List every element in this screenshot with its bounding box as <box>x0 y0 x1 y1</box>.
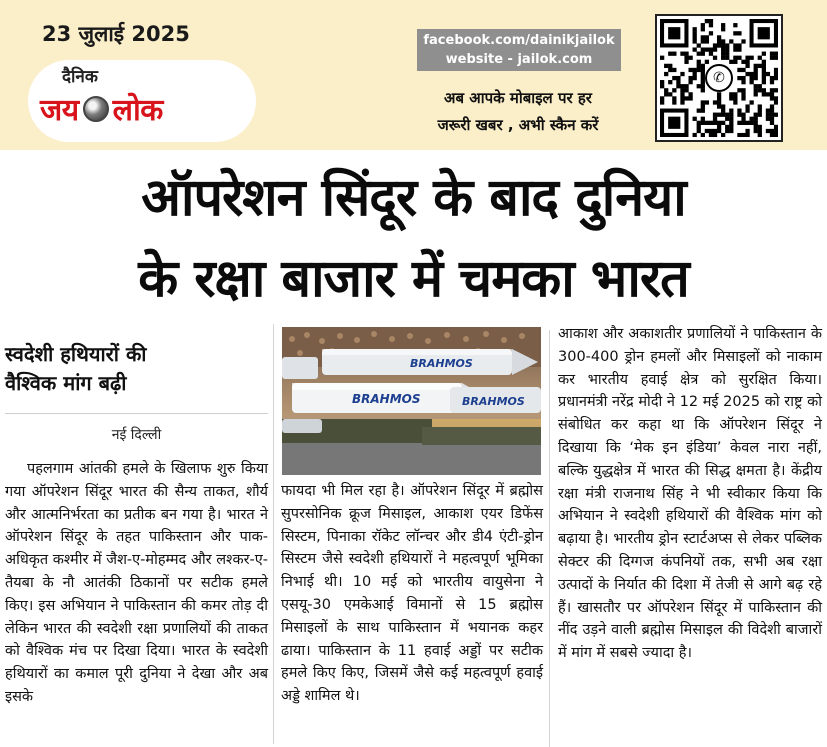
article-column-2 <box>281 480 543 708</box>
headline-line-2: के रक्षा बाजार में चमका भारत <box>138 249 689 309</box>
dateline: नई दिल्ली <box>111 427 162 443</box>
social-links-box <box>417 29 621 71</box>
column-3-text: आकाश और अकाशतीर प्रणालियों ने पाकिस्तान के 300-400 ड्रोन हमलों और मिसाइलों को नाकाम कर भारतीय हवाई क्षेत्र को सुरक्षित किया। प्रधानमंत्री नरेंद्र मोदी ने 12 मई 2025 को राष्ट्र को संबोधित कर कहा था कि ऑपरेशन सिंदूर ने दिखाया कि ‘मेक इन इंडिया’ केवल नारा नहीं, बल्कि युद्धक्षेत्र में भारत की सिद्ध क्षमता है। केंद्रीय रक्षा मंत्री राजनाथ सिंह ने भी स्वीकार किया कि अभियान ने स्वदेशी हथियारों की वैश्विक मांग को बढ़ाया है। भारतीय ड्रोन स्टार्टअप्स से लेकर पब्लिक सेक्टर की दिग्गज कंपनियों तक, सभी अब रक्षा उत्पादों के निर्यात की दिशा में तेजी से आगे बढ़ रहे हैं। खासतौर पर ऑपरेशन सिंदूर में पाकिस्तान की नींद उड़ने वाली ब्रह्मोस मिसाइल की विदेशी बाजारों में मांग में सबसे ज्यादा है। <box>558 326 822 662</box>
missile-illustration <box>282 327 541 475</box>
article-column-1 <box>5 458 268 709</box>
edition-date: 23 जुलाई 2025 <box>42 22 190 46</box>
facebook-link[interactable]: facebook.com/dainikjailok <box>423 33 615 48</box>
scan-prompt-line2: जरूरी खबर , अभी स्कैन करें <box>437 116 599 134</box>
globe-icon <box>83 96 109 122</box>
logo-word-jay: जय <box>40 93 79 128</box>
newspaper-logo[interactable] <box>40 88 163 129</box>
scan-prompt-line1: अब आपके मोबाइल पर हर <box>444 89 592 107</box>
divider <box>5 413 268 414</box>
headline-line-1: ऑपरेशन सिंदूर के बाद दुनिया <box>141 168 686 228</box>
column-1-text: पहलगाम आंतकी हमले के खिलाफ शुरु किया गया ऑपरेशन सिंदूर भारत की सैन्य ताकत, शौर्य और आत्मनिर्भरता का प्रतीक बन गया है। भारत ने ऑपरेशन सिंदूर के तहत पाकिस्तान और पाक-अधिकृत कश्मीर में जैश-ए-मोहम्मद और लश्कर-ए-तैयबा के नौ आतंकी ठिकानों पर सटीक हमले किए। इस अभियान ने पाकिस्तान की कमर तोड़ दी लेकिन भारत की स्वदेशी रक्षा प्रणालियों की ताकत को वैश्विक मंच पर दिखा दिया। भारत के स्वदेशी हथियारों का कमाल पूरी दुनिया ने देखा और अब इसके <box>5 461 268 705</box>
main-headline <box>0 158 827 320</box>
article-column-3 <box>558 323 822 665</box>
masthead <box>0 0 827 150</box>
missile-label-1: BRAHMOS <box>410 357 473 370</box>
subheadline-line-2: वैश्विक मांग बढ़ी <box>5 371 127 395</box>
column-2-text: फायदा भी मिल रहा है। ऑपरेशन सिंदूर में ब्रह्मोस सुपरसोनिक क्रूज मिसाइल, आकाश एयर डिफेंस सिस्टम, पिनाका रॉकेट लॉन्चर और डी4 एंटी-ड्रोन सिस्टम जैसे स्वदेशी हथियारों ने महत्वपूर्ण भूमिका निभाई थी। 10 मई को भारतीय वायुसेना ने एसयू-30 एमकेआई विमानों से 15 ब्रह्मोस मिसाइलों के साथ पाकिस्तान में भयानक कहर ढाया। पाकिस्तान के 11 हवाई अड्डों पर सटीक हमले किए किए, जिसमें जैसे कई महत्वपूर्ण हवाई अड्डे शामिल थे। <box>281 483 543 705</box>
column-divider <box>273 324 274 744</box>
subheadline-line-1: स्वदेशी हथियारों की <box>5 342 147 366</box>
missile-label-3: BRAHMOS <box>462 395 525 408</box>
column-divider <box>549 330 550 747</box>
missile-label-2: BRAHMOS <box>352 392 421 406</box>
website-link[interactable]: website - jailok.com <box>445 52 593 67</box>
logo-word-lok: लोक <box>112 93 163 128</box>
brahmos-missile-photo <box>282 327 541 475</box>
whatsapp-icon: ✆ <box>705 64 733 92</box>
subheadline <box>5 340 267 398</box>
qr-code[interactable] <box>655 14 783 142</box>
logo-dainik: दैनिक <box>62 67 98 87</box>
scan-prompt <box>402 85 634 139</box>
